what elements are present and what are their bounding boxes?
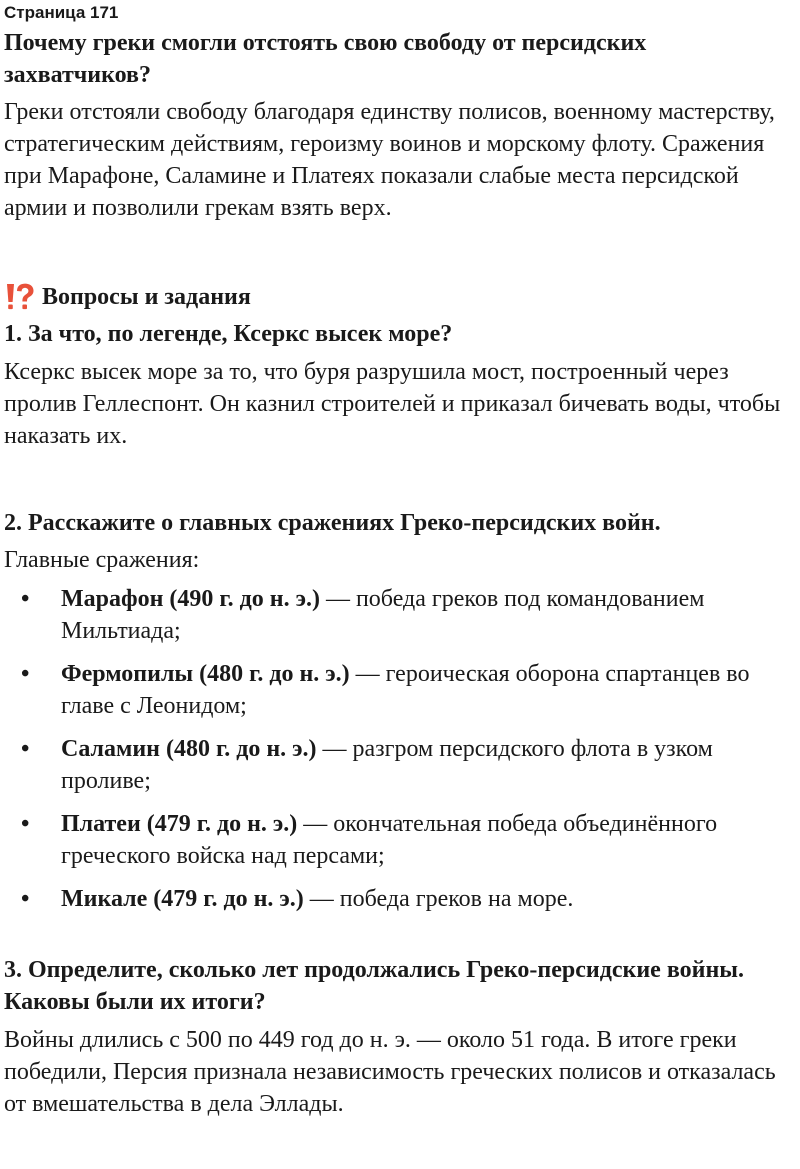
tasks-section-header xyxy=(4,280,798,314)
battle-term: Микале (479 г. до н. э.) xyxy=(61,886,304,912)
list-item xyxy=(4,733,798,797)
battle-desc: — героическая оборона спартанцев во главе с Леонидом; xyxy=(61,661,750,719)
page-label: Страница 171 xyxy=(4,3,119,22)
question-1-answer: Ксеркс высек море за то, что буря разрушила мост, построенный через пролив Геллеспонт. Он казнил строителей и приказал бичевать воды, чтобы наказать их. xyxy=(4,359,781,449)
battle-desc: — разгром персидского флота в узком проливе; xyxy=(61,736,713,794)
exclamation-question-icon xyxy=(4,282,36,312)
exclamation-question-svg xyxy=(4,282,36,312)
bullet-icon: • xyxy=(21,886,30,912)
battle-term: Фермопилы (480 г. до н. э.) xyxy=(61,661,350,687)
question-2-intro: Главные сражения: xyxy=(4,547,200,573)
section1-answer: Греки отстояли свободу благодаря единству полисов, военному мастерству, стратегическим действиям, героизму воинов и морскому флоту. Сражения при Марафоне, Саламине и Платеях показали слабые места персидской армии и позволили грекам взять верх. xyxy=(4,99,775,221)
battle-term: Марафон (490 г. до н. э.) xyxy=(61,586,320,612)
tasks-section-title: Вопросы и задания xyxy=(42,284,251,310)
list-item xyxy=(4,658,798,722)
battle-desc: — окончательная победа объединённого греческого войска над персами; xyxy=(61,811,718,869)
list-item xyxy=(4,808,798,872)
battle-term: Саламин (480 г. до н. э.) xyxy=(61,736,317,762)
question-1-heading: 1. За что, по легенде, Ксеркс высек море? xyxy=(4,321,453,347)
battle-desc: — победа греков на море. xyxy=(303,886,574,912)
list-item xyxy=(4,883,798,915)
battles-list xyxy=(4,583,798,915)
list-item xyxy=(4,583,798,647)
bullet-icon: • xyxy=(21,736,30,762)
question-3-heading: 3. Определите, сколько лет продолжались Греко-персидские войны. Каковы были их итоги? xyxy=(4,957,745,1015)
question-3-answer: Войны длились с 500 по 449 год до н. э. — около 51 года. В итоге греки победили, Персия признала независимость греческих полисов и отказалась от вмешательства в дела Эллады. xyxy=(4,1027,776,1117)
bullet-icon: • xyxy=(21,661,30,687)
bullet-icon: • xyxy=(21,586,30,612)
question-2-heading: 2. Расскажите о главных сражениях Греко-персидских войн. xyxy=(4,510,661,536)
bullet-icon: • xyxy=(21,811,30,837)
battle-desc: — победа греков под командованием Мильтиада; xyxy=(61,586,705,644)
section1-question: Почему греки смогли отстоять свою свободу от персидских захватчиков? xyxy=(4,30,647,88)
battle-term: Платеи (479 г. до н. э.) xyxy=(61,811,298,837)
